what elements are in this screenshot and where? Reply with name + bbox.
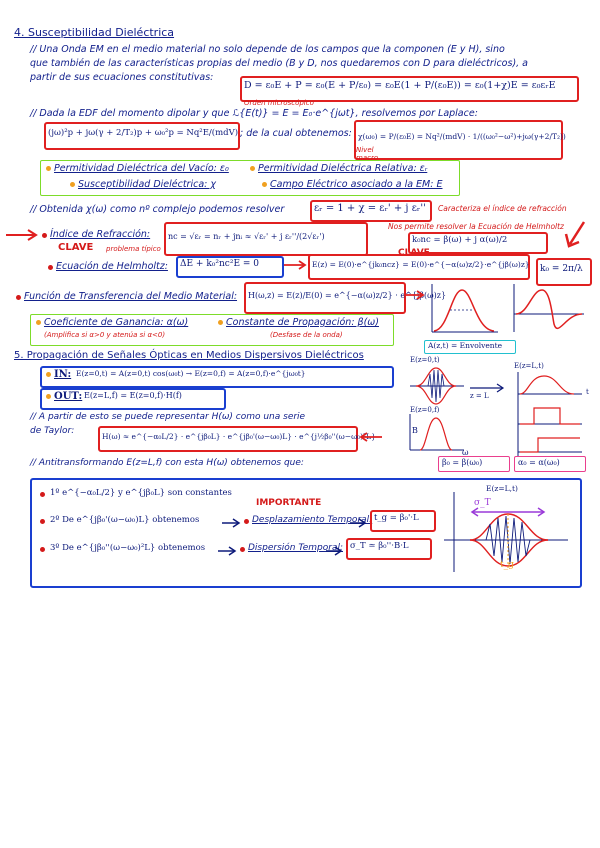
section4-title: 4. Susceptibilidad Dieléctrica (14, 26, 175, 39)
arrow-right-icon (222, 518, 242, 528)
bullet-dot (42, 233, 47, 238)
eq-edf: (jω)²p + jω(γ + 2/T₂)p + ω₀²p = Nq²E/(mdV) (48, 128, 239, 138)
arrow-right-icon (284, 260, 308, 270)
bullet-dot (46, 372, 51, 377)
arrow-right-icon (404, 290, 426, 300)
edf-line: // Dada la EDF del momento dipolar y que ℒ{E(t)} = E = E₀·e^{jωt}, resolvemos por Laplace: (30, 108, 478, 119)
prop-label: Constante de Propagación: β(ω) (226, 317, 379, 328)
summary-item-3-prefix: 3º De e^{jβ₀''(ω−ω₀)²L} obtenemos (50, 543, 206, 553)
intro-line-2: que también de las características propias del medio (B y D, nos quedaremos con D para dieléctricos), a (30, 58, 529, 69)
bullet-dot (40, 519, 45, 524)
bullet-dot (244, 519, 249, 524)
summary-item-2-label: Desplazamiento Temporal: (252, 515, 373, 525)
summary-item-2-prefix: 2º De e^{jβ₀'(ω−ω₀)L} obtenemos (50, 515, 200, 525)
summary-item-3-eq: σ_T ≃ β₀''·B·L (350, 541, 409, 551)
bullet-dot (46, 166, 51, 171)
eq-out: E(z=L,f) = E(z=0,f)·H(f) (84, 391, 182, 400)
eq-chi: χ(ω₀) = P/(ε₀E) = Nq²/(mdV) · 1/((ω₀²−ω²)+jω(γ+2/T₂)) (358, 132, 566, 141)
eq-in: E(z=0,t) = A(z=0,t) cos(ω₀t) → E(z=0,f) = A(z=0,f)·e^{jω₀t} (76, 369, 306, 378)
bullet-dot (240, 547, 245, 552)
bullet-dot (36, 320, 41, 325)
output-plots (514, 372, 584, 456)
gain-label: Coeficiente de Ganancia: α(ω) (44, 317, 189, 328)
summary-plot-label: E(z=L,t) (486, 484, 518, 493)
transfer-label: Función de Transferencia del Medio Material: (24, 291, 238, 302)
eq-H: H(ω,z) = E(z)/E(0) = e^{−α(ω)z/2} · e^{jβ(ω)z} (248, 291, 447, 300)
eq-helm: ΔE + k₀²nc²E = 0 (180, 259, 260, 269)
plot-zl-label: z = L (470, 392, 489, 400)
def-chi: Susceptibilidad Dieléctrica: χ (78, 179, 216, 190)
obtained-line: // Obtenida χ(ω) como nº complejo podemos resolver (30, 204, 285, 215)
def-eps0: Permitividad Dieléctrica del Vacío: ε₀ (54, 163, 229, 174)
beta-plot (510, 284, 586, 340)
bullet-dot (40, 492, 45, 497)
note-helm: Nos permite resolver la Ecuación de Helmholtz (388, 222, 564, 231)
plot-in-label: E(z=0,t) (410, 356, 440, 364)
bullet-dot (46, 394, 51, 399)
summary-tg-label: t_g (500, 560, 514, 570)
taylor-line-2: de Taylor: (30, 426, 75, 436)
envelope-label: A(z,t) = Envolvente (428, 341, 503, 350)
note-eps: Caracteriza el índice de refracción (438, 204, 567, 213)
arrow-down-icon (564, 222, 588, 250)
bullet-dot (218, 320, 223, 325)
intro-line-1: // Una Onda EM en el medio material no solo depende de los campos que la componen (E y H), sino (30, 44, 505, 55)
plot-spec-label: E(z=0,f) (410, 406, 440, 414)
eq-epsr: εᵣ = 1 + χ = εᵣ' + j εᵣ'' (314, 203, 426, 214)
prop-note: (Desfase de la onda) (270, 331, 343, 339)
clave-2: CLAVE (398, 248, 430, 258)
bullet-dot (16, 295, 21, 300)
eq-D: D = ε₀E + P = ε₀(E + P/ε₀) = ε₀E(1 + P/(ε₀E)) = ε₀(1+χ)E = ε₀εᵣE (244, 80, 556, 91)
eq-alpha0: α₀ = α(ω₀) (518, 458, 560, 467)
arrow-right-icon (350, 518, 368, 528)
eq-beta0: β₀ = β(ω₀) (442, 458, 483, 467)
summary-sigma-label: σ_T (474, 498, 491, 508)
bullet-dot (48, 265, 53, 270)
edf-then: ; de la cual obtenemos: (240, 128, 352, 139)
def-epsr: Permitividad Dieléctrica Relativa: εᵣ (258, 163, 428, 174)
plot-B: B (412, 426, 418, 435)
plot-out-label: E(z=L,t) (514, 362, 544, 370)
bullet-dot (40, 547, 45, 552)
helm-label: Ecuación de Helmholtz: (56, 261, 168, 272)
indice-label: Índice de Refracción: (50, 229, 151, 240)
importante-label: IMPORTANTE (256, 498, 322, 508)
taylor-line-1: // A partir de esto se puede representar H(ω) como una serie (30, 412, 306, 422)
intro-line-3: partir de sus ecuaciones constitutivas: (30, 72, 214, 83)
eq-taylor: H(ω) ≈ e^{−α₀L/2} · e^{jβ₀L} · e^{jβ₀'(ω−ω₀)L} · e^{j½β₀''(ω−ω₀)²L} (102, 432, 376, 441)
anti-line: // Antitransformando E(z=L,f) con esta H(ω) obtenemos que: (30, 458, 304, 468)
eq-n: nc = √εᵣ = nᵣ + jnᵢ ≈ √εᵣ' + j εᵣ''/(2√εᵣ') (168, 232, 325, 241)
bullet-dot (262, 182, 267, 187)
summary-item-2-eq: t_g = β₀'·L (374, 513, 419, 523)
eq-helm-sol: E(z) = E(0)·e^{jk₀ncz} = E(0)·e^{−α(ω)z/2}·e^{jβ(ω)z} (312, 260, 530, 269)
arrow-left-icon (358, 432, 382, 442)
in-label: IN: (54, 369, 72, 380)
alpha-plot (428, 284, 500, 340)
section5-title: 5. Propagación de Señales Ópticas en Medios Dispersivos Dieléctricos (14, 350, 364, 361)
summary-item-3-label: Dispersión Temporal: (248, 543, 343, 553)
gain-note: (Amplifica si α>0 y atenúa si α<0) (44, 331, 166, 339)
def-E: Campo Eléctrico asociado a la EM: E (270, 179, 443, 190)
tag-nivel: Nivel macro (356, 146, 379, 162)
out-label: OUT: (54, 391, 83, 402)
bullet-dot (70, 182, 75, 187)
plot-omega: ω (462, 448, 469, 457)
clave-1-note: problema típico (106, 245, 161, 253)
arrow-right-icon (326, 546, 344, 556)
arrow-right-icon (218, 546, 238, 556)
eq-k0: k₀ = 2π/λ (540, 264, 583, 274)
clave-1: CLAVE (58, 242, 94, 253)
summary-item-1: 1º e^{−α₀L/2} y e^{jβ₀L} son constantes (50, 488, 232, 498)
eq-k: k₀nc = β(ω) + j α(ω)/2 (412, 235, 508, 245)
tag-micro: Orden microscópico (244, 99, 314, 107)
plot-t-label: t (586, 388, 589, 396)
arrow-right-icon (6, 228, 40, 242)
input-pulse-plot (406, 366, 466, 406)
bullet-dot (250, 166, 255, 171)
